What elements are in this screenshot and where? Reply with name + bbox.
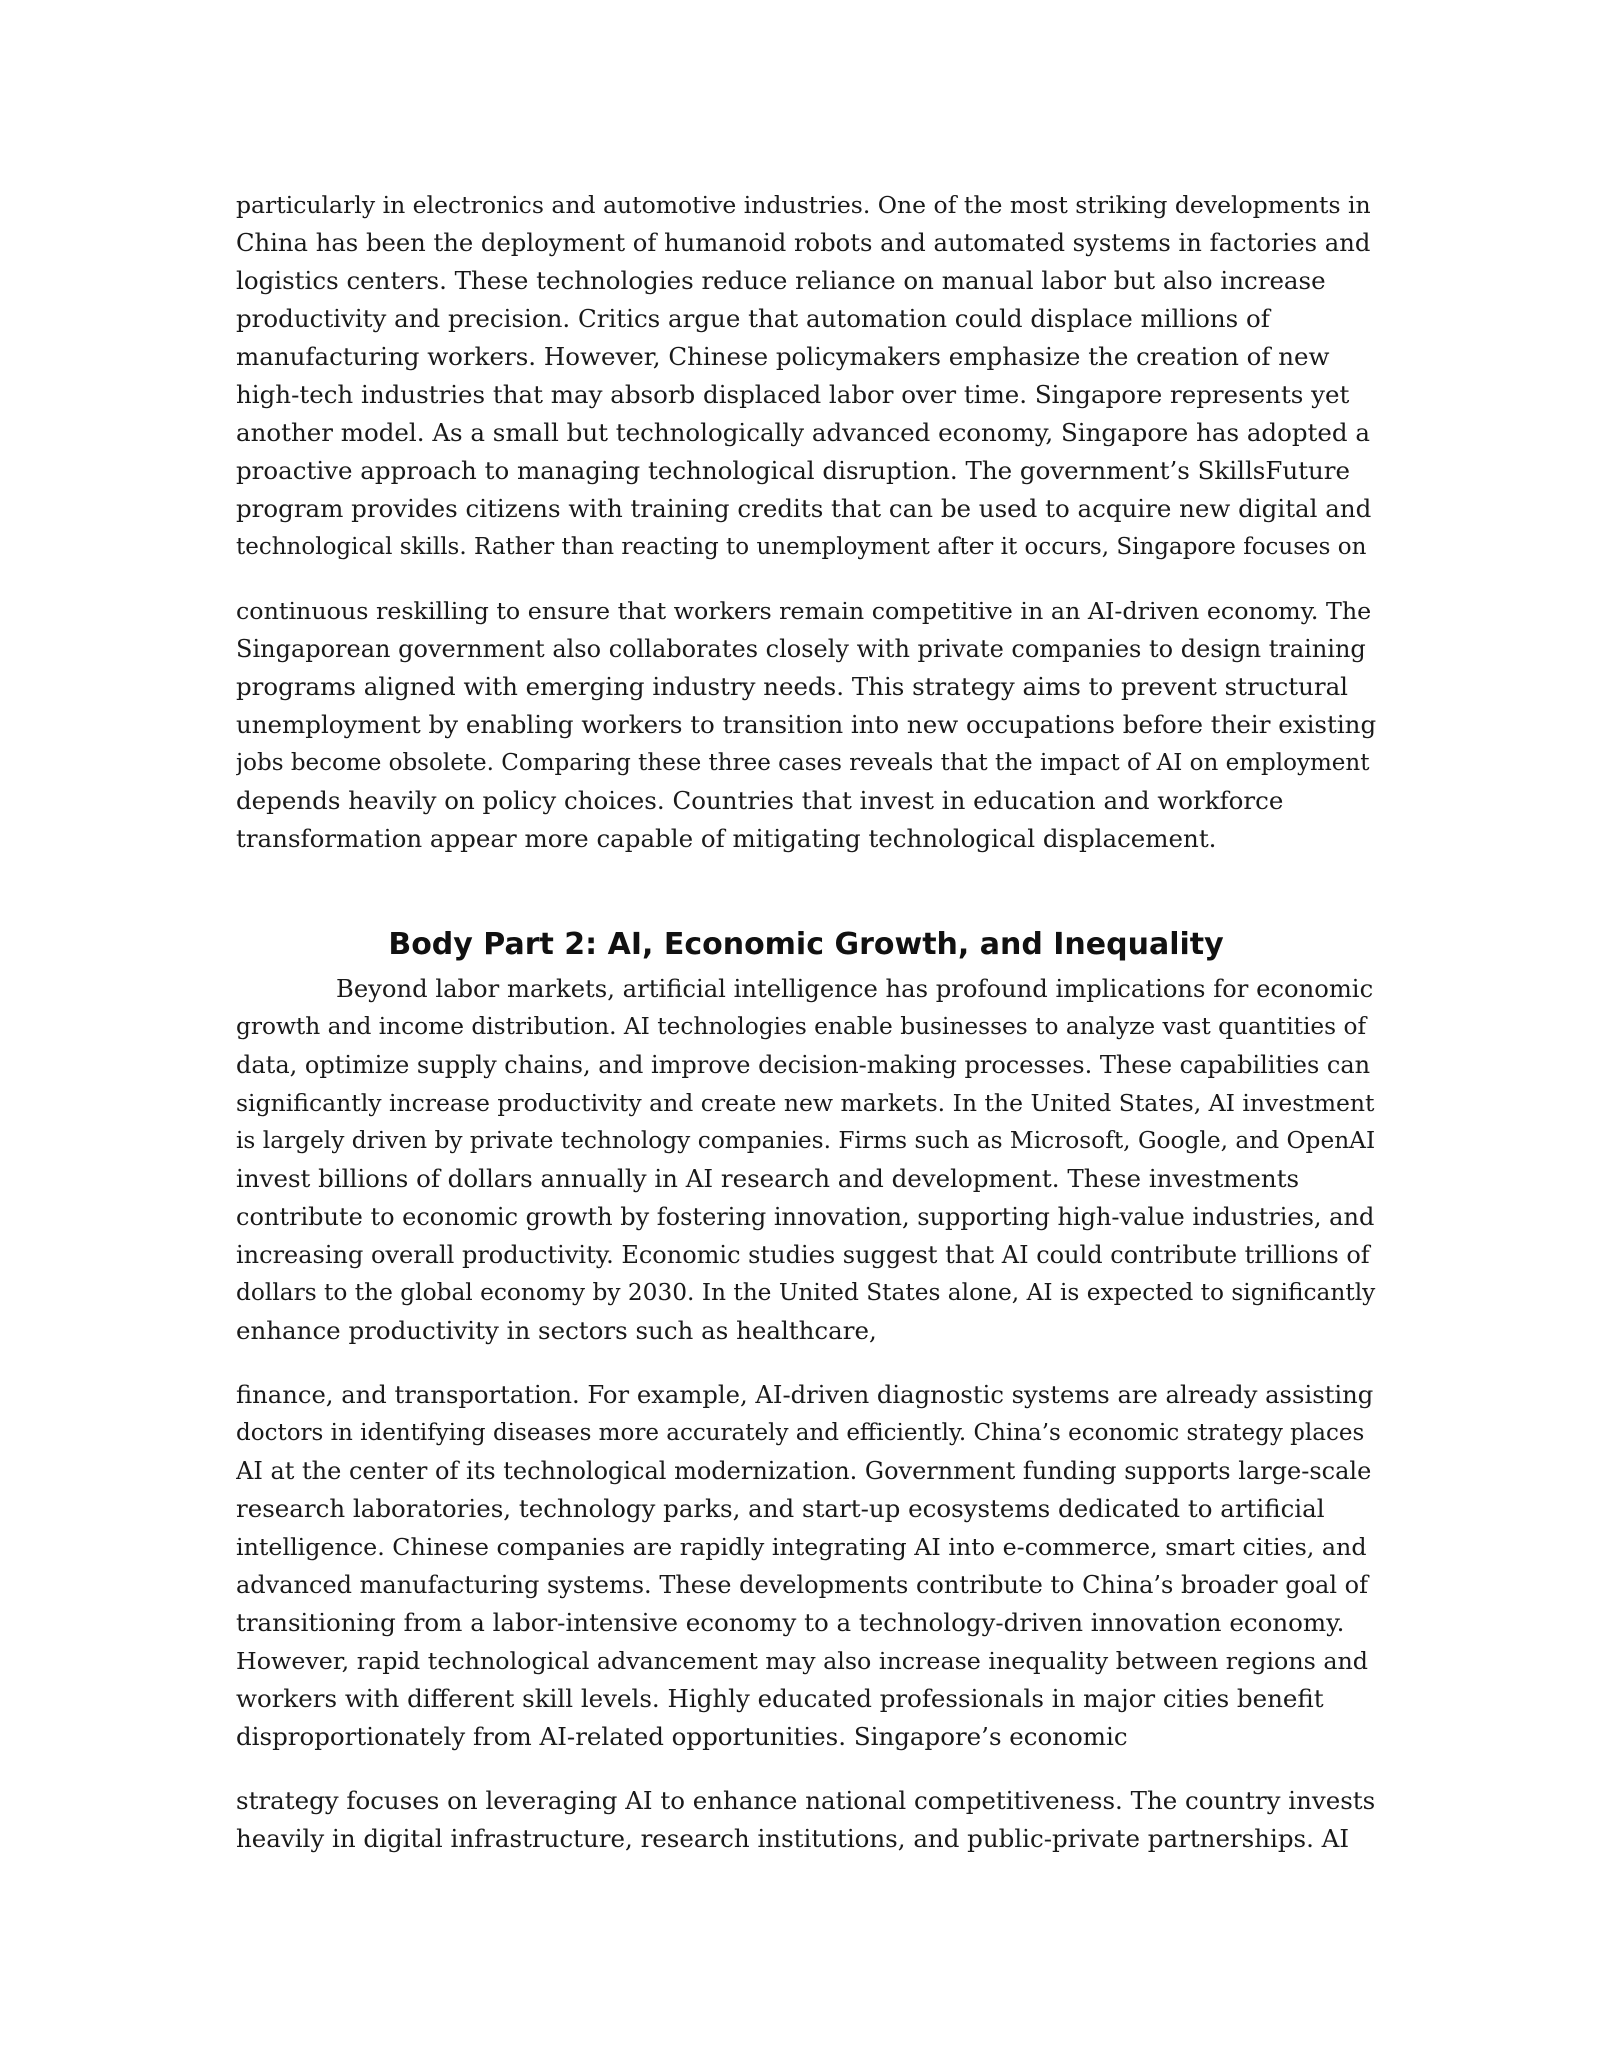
text-line: invest billions of dollars annually in AI research and development. These investments (236, 1164, 1300, 1193)
text-line: dollars to the global economy by 2030. In the United States alone, AI is expected to significantly (236, 1279, 1376, 1306)
text-line: technological skills. Rather than reacting to unemployment after it occurs, Singapore focuses on (236, 534, 1367, 560)
text-line: heavily in digital infrastructure, research institutions, and public-private partnerships. AI (236, 1824, 1350, 1853)
paragraph-block (236, 186, 1376, 566)
paragraph-block (236, 1376, 1376, 1756)
section-heading: Body Part 2: AI, Economic Growth, and Inequality (388, 927, 1224, 962)
text-line: workers with different skill levels. Highly educated professionals in major cities benefit (236, 1684, 1324, 1713)
text-line: disproportionately from AI-related opportunities. Singapore’s economic (236, 1722, 1128, 1751)
text-line: program provides citizens with training credits that can be used to acquire new digital and (236, 494, 1372, 523)
paragraph-block (236, 1782, 1376, 1858)
text-line: significantly increase productivity and create new markets. In the United States, AI investment (236, 1089, 1375, 1117)
text-line: continuous reskilling to ensure that workers remain competitive in an AI-driven economy. The (236, 597, 1372, 625)
text-line: programs aligned with emerging industry needs. This strategy aims to prevent structural (236, 672, 1349, 701)
text-line: AI at the center of its technological modernization. Government funding supports large-scale (236, 1457, 1372, 1485)
text-line: China has been the deployment of humanoid robots and automated systems in factories and (236, 228, 1371, 257)
text-line: data, optimize supply chains, and improve decision-making processes. These capabilities can (236, 1051, 1371, 1079)
text-line: contribute to economic growth by fostering innovation, supporting high-value industries, and (236, 1203, 1375, 1231)
text-line: increasing overall productivity. Economic studies suggest that AI could contribute trillions of (236, 1241, 1370, 1269)
text-line: research laboratories, technology parks, and start-up ecosystems dedicated to artificial (236, 1494, 1325, 1523)
text-line: another model. As a small but technologically advanced economy, Singapore has adopted a (236, 418, 1370, 447)
text-line: finance, and transportation. For example, AI-driven diagnostic systems are already assisting (236, 1380, 1374, 1409)
text-line: doctors in identifying diseases more accurately and efficiently. China’s economic strategy places (236, 1420, 1365, 1446)
text-line: manufacturing workers. However, Chinese policymakers emphasize the creation of new (236, 342, 1330, 371)
text-line: high-tech industries that may absorb displaced labor over time. Singapore represents yet (236, 380, 1350, 409)
text-line: advanced manufacturing systems. These developments contribute to China’s broader goal of (236, 1571, 1368, 1599)
text-line: strategy focuses on leveraging AI to enhance national competitiveness. The country invests (236, 1786, 1376, 1815)
text-line: unemployment by enabling workers to transition into new occupations before their existing (236, 710, 1376, 739)
text-line: Singaporean government also collaborates closely with private companies to design training (236, 635, 1366, 663)
text-line: particularly in electronics and automotive industries. One of the most striking developments in (236, 191, 1371, 219)
text-line: jobs become obsolete. Comparing these three cases reveals that the impact of AI on employment (236, 750, 1370, 776)
text-line: logistics centers. These technologies reduce reliance on manual labor but also increase (236, 266, 1326, 295)
text-line: transitioning from a labor-intensive economy to a technology-driven innovation economy. (236, 1608, 1345, 1637)
text-line: transformation appear more capable of mitigating technological displacement. (236, 824, 1217, 853)
text-line: growth and income distribution. AI technologies enable businesses to analyze vast quantities of (236, 1013, 1367, 1040)
text-line: intelligence. Chinese companies are rapidly integrating AI into e-commerce, smart cities, and (236, 1533, 1367, 1561)
paragraph-block (236, 970, 1376, 1350)
text-line: enhance productivity in sectors such as healthcare, (236, 1316, 877, 1345)
text-line: Beyond labor markets, artificial intelligence has profound implications for economic (336, 974, 1374, 1003)
paragraph-block (236, 592, 1376, 858)
text-line: However, rapid technological advancement may also increase inequality between regions and (236, 1647, 1369, 1675)
text-line: depends heavily on policy choices. Countries that invest in education and workforce (236, 786, 1284, 815)
text-line: is largely driven by private technology companies. Firms such as Microsoft, Google, and OpenAI (236, 1127, 1376, 1154)
text-line: productivity and precision. Critics argue that automation could displace millions of (236, 304, 1270, 333)
text-line: proactive approach to managing technological disruption. The government’s SkillsFuture (236, 456, 1350, 485)
